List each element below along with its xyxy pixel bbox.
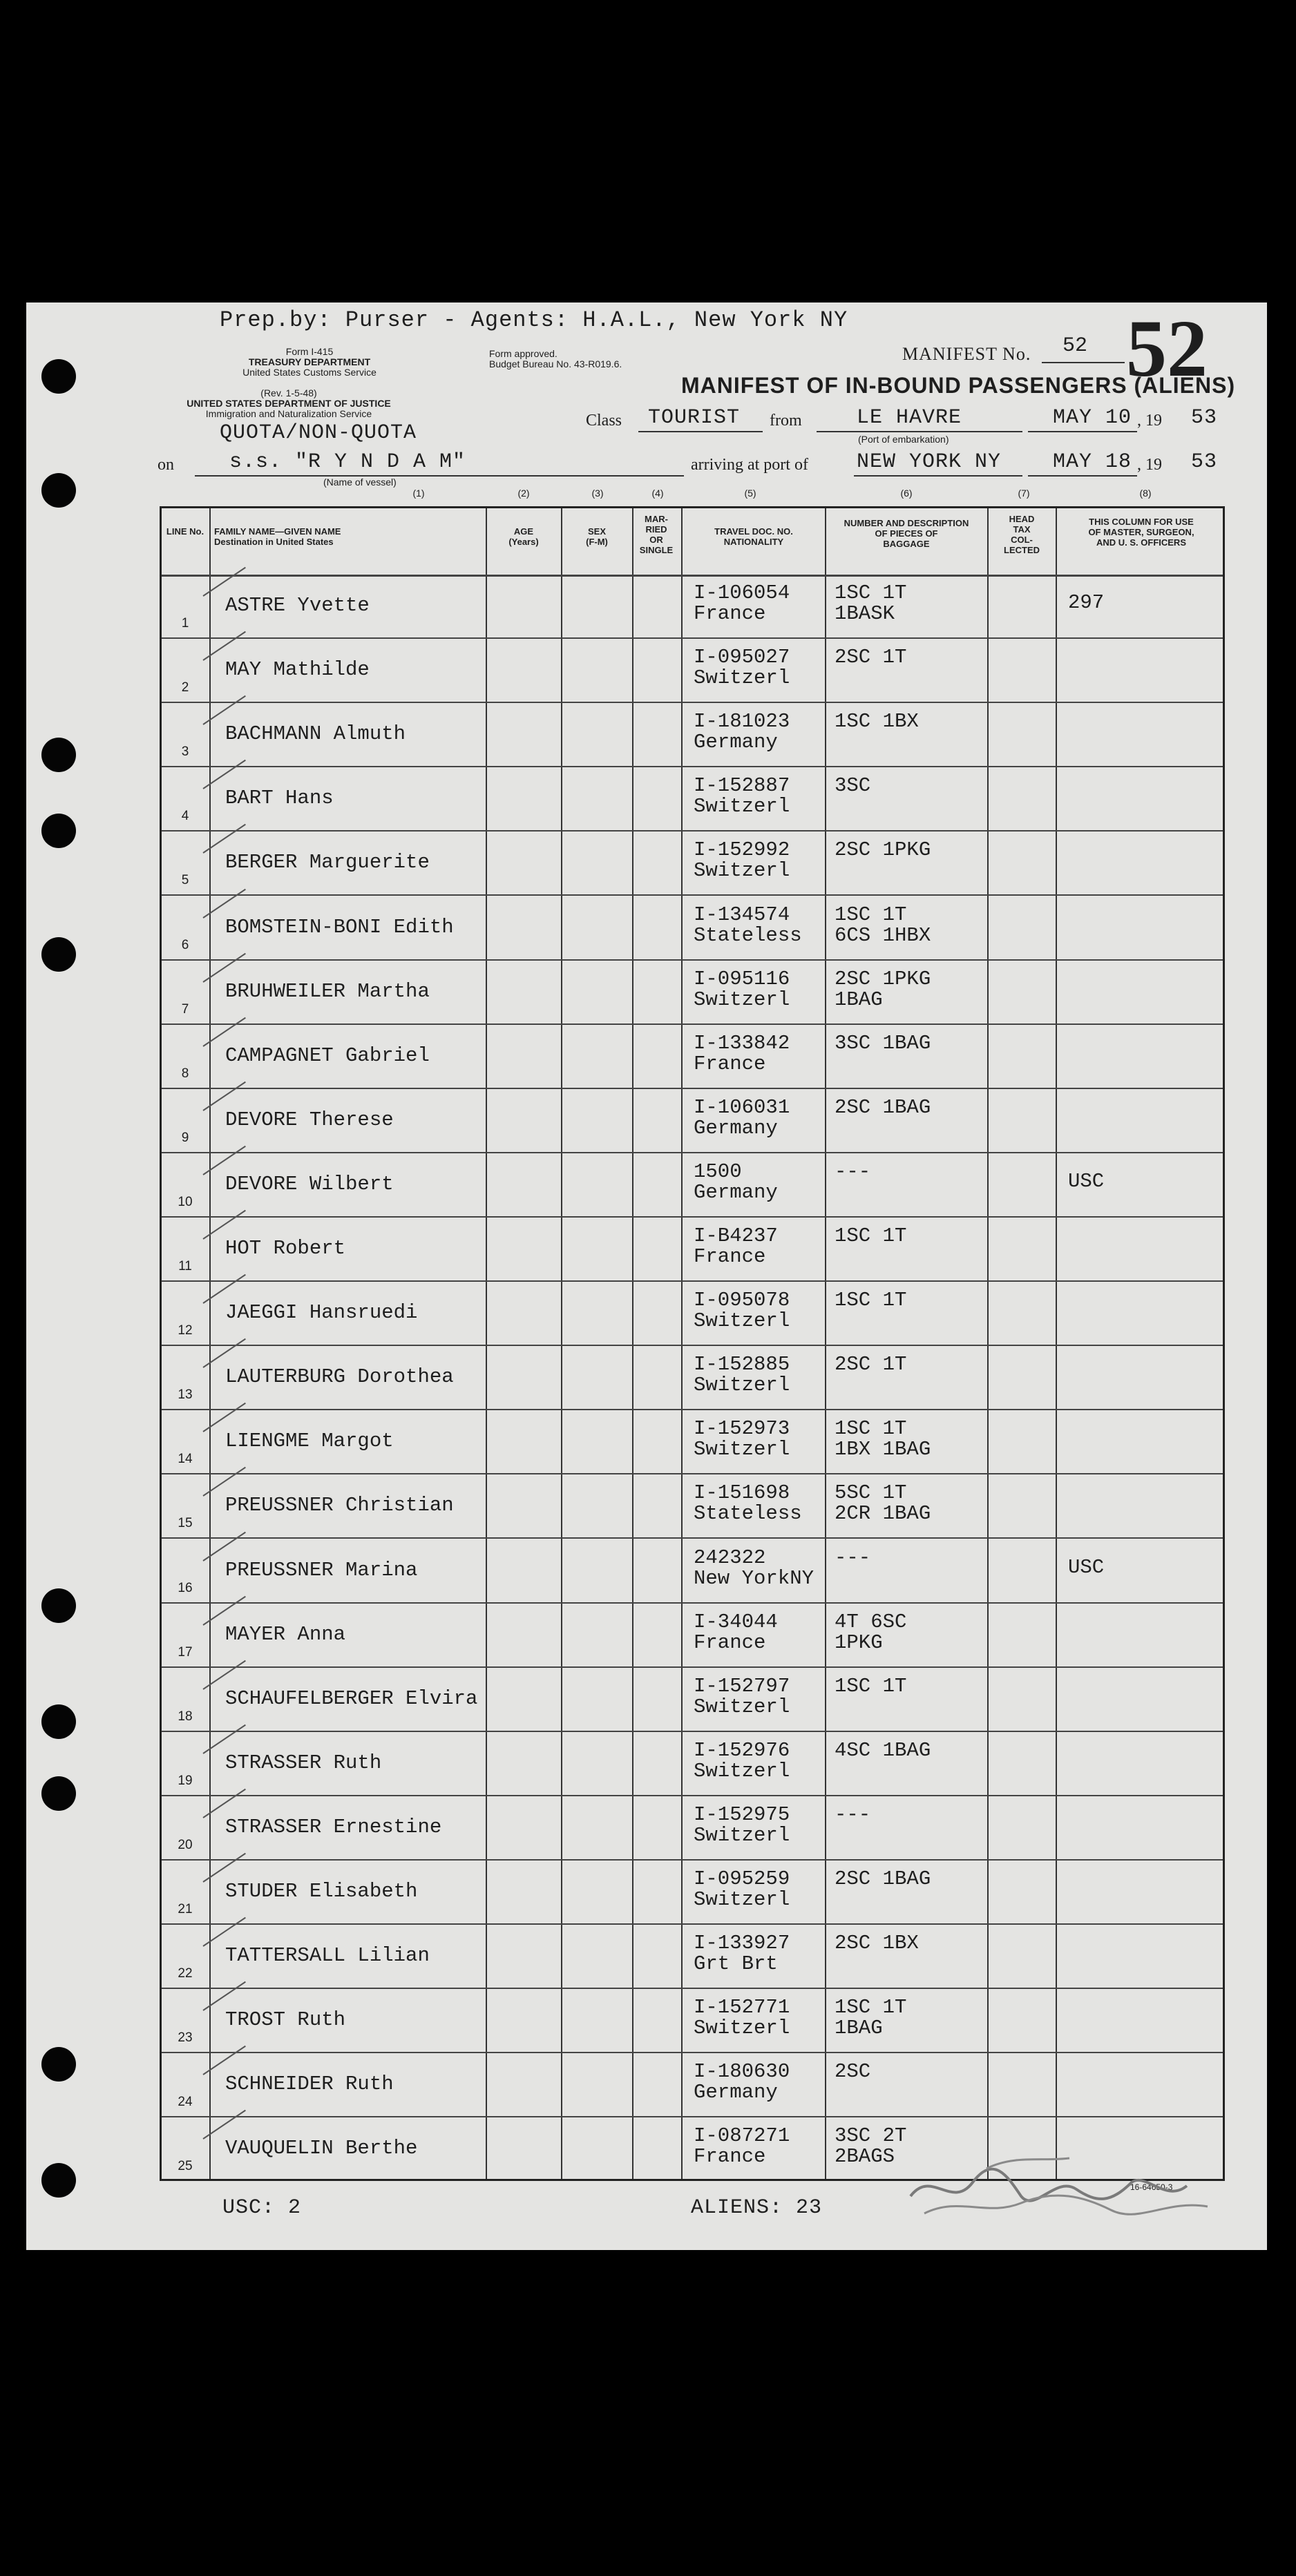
binder-hole	[41, 473, 76, 508]
travel-doc-number: I-106031	[694, 1095, 790, 1119]
usc-count: USC: 2	[222, 2196, 302, 2220]
from-value: LE HAVRE	[857, 406, 962, 430]
passenger-name: TROST Ruth	[225, 2008, 346, 2032]
travel-doc-number: 242322	[694, 1546, 766, 1569]
line-number: 21	[178, 1902, 193, 1916]
passenger-name: SCHAUFELBERGER Elvira	[225, 1686, 478, 1710]
table-row	[162, 1218, 1223, 1282]
header-sex: SEX (F-M)	[586, 526, 608, 547]
table-row	[162, 961, 1223, 1025]
table-row	[162, 1282, 1223, 1346]
nationality: Germany	[694, 731, 778, 754]
passenger-table	[160, 506, 1225, 2181]
nationality: Switzerl	[694, 2017, 790, 2040]
nationality: Germany	[694, 2081, 778, 2104]
travel-doc-number: I-152992	[694, 838, 790, 862]
nationality: Stateless	[694, 1502, 802, 1526]
column-number: (6)	[900, 488, 913, 499]
nationality: Stateless	[694, 923, 802, 947]
table-row	[162, 1089, 1223, 1153]
form-block	[220, 347, 399, 378]
travel-doc-number: I-152771	[694, 1996, 790, 2019]
justice-block	[158, 388, 420, 419]
table-row	[162, 639, 1223, 703]
passenger-name: BOMSTEIN-BONI Edith	[225, 915, 454, 939]
passenger-name: LAUTERBURG Dorothea	[225, 1365, 454, 1389]
page-number: 52	[1126, 303, 1208, 394]
port-embarkation-note: (Port of embarkation)	[858, 434, 949, 445]
table-row	[162, 1925, 1223, 1989]
nationality: Switzerl	[694, 666, 790, 690]
line-number: 24	[178, 2095, 193, 2110]
travel-doc-number: I-106054	[694, 581, 790, 604]
nationality: Switzerl	[694, 1438, 790, 1461]
travel-doc-number: I-180630	[694, 2060, 790, 2084]
column-number: (1)	[412, 488, 425, 499]
line-number: 2	[181, 680, 189, 695]
header-head-tax: HEAD TAX COL- LECTED	[1004, 514, 1040, 555]
baggage-line-1: 1SC 1T	[835, 903, 907, 926]
depart-date: MAY 10	[1053, 406, 1132, 430]
baggage-line-1: 2SC 1BAG	[835, 1095, 931, 1119]
column-number: (2)	[517, 488, 530, 499]
column-number: (5)	[744, 488, 756, 499]
baggage-line-1: ---	[835, 1803, 871, 1826]
treasury-dept: TREASURY DEPARTMENT	[248, 356, 371, 367]
depart-year-prefix: , 19	[1137, 412, 1162, 430]
line-number: 6	[181, 937, 189, 952]
nationality: Germany	[694, 1180, 778, 1204]
line-number: 17	[178, 1644, 193, 1660]
table-row	[162, 832, 1223, 896]
class-value: TOURIST	[648, 406, 741, 430]
line-number: 23	[178, 2030, 193, 2046]
line-number: 1	[181, 616, 189, 631]
passenger-name: LIENGME Margot	[225, 1430, 394, 1453]
passenger-name: STUDER Elisabeth	[225, 1880, 418, 1903]
baggage-line-2: 1BX 1BAG	[835, 1438, 931, 1461]
depart-year: 53	[1191, 406, 1218, 430]
passenger-name: PREUSSNER Christian	[225, 1494, 454, 1517]
nationality: Switzerl	[694, 1759, 790, 1782]
binder-hole	[41, 738, 76, 772]
table-row	[162, 1604, 1223, 1668]
nationality: Switzerl	[694, 1823, 790, 1847]
from-label: from	[770, 412, 802, 430]
binder-hole	[41, 1704, 76, 1739]
table-row	[162, 1861, 1223, 1925]
officer-remark: USC	[1068, 1169, 1105, 1193]
line-number: 25	[178, 2159, 193, 2174]
baggage-line-1: 3SC 2T	[835, 2124, 907, 2148]
passenger-name: BRUHWEILER Martha	[225, 979, 430, 1003]
binder-hole	[41, 1588, 76, 1623]
travel-doc-number: I-152885	[694, 1353, 790, 1376]
column-number: (4)	[651, 488, 664, 499]
line-number: 3	[181, 744, 189, 760]
line-number: 7	[181, 1001, 189, 1017]
travel-doc-number: I-34044	[694, 1610, 778, 1633]
nationality: Switzerl	[694, 1374, 790, 1397]
justice-dept: UNITED STATES DEPARTMENT OF JUSTICE	[187, 398, 391, 409]
nationality: France	[694, 2145, 766, 2169]
header-age: AGE (Years)	[508, 526, 539, 547]
arriving-label: arriving at port of	[691, 456, 808, 474]
nationality: France	[694, 1631, 766, 1654]
budget-bureau: Budget Bureau No. 43-R019.6.	[489, 358, 622, 369]
baggage-line-1: 2SC 1T	[835, 1353, 907, 1376]
nationality: Switzerl	[694, 988, 790, 1011]
baggage-line-1: 5SC 1T	[835, 1481, 907, 1505]
baggage-line-1: 2SC 1BAG	[835, 1867, 931, 1890]
passenger-name: STRASSER Ruth	[225, 1751, 382, 1774]
nationality: Switzerl	[694, 795, 790, 818]
passenger-name: BART Hans	[225, 787, 334, 810]
baggage-line-1: 1SC 1T	[835, 1224, 907, 1247]
manifest-number: 52	[1062, 334, 1088, 358]
baggage-line-1: 1SC 1BX	[835, 710, 919, 733]
travel-doc-number: I-133927	[694, 1932, 790, 1955]
nationality: France	[694, 1245, 766, 1268]
baggage-line-2: 2BAGS	[835, 2145, 895, 2169]
immigration-service: Immigration and Naturalization Service	[205, 408, 372, 419]
line-number: 16	[178, 1580, 193, 1595]
table-row	[162, 1539, 1223, 1604]
table-row	[162, 767, 1223, 832]
baggage-line-1: 1SC 1T	[835, 1417, 907, 1441]
travel-doc-number: I-095027	[694, 646, 790, 669]
header-travel-doc: TRAVEL DOC. NO. NATIONALITY	[714, 526, 793, 547]
officer-remark: USC	[1068, 1555, 1105, 1579]
nationality: Switzerl	[694, 859, 790, 883]
arrival-year: 53	[1191, 450, 1218, 474]
arrival-year-prefix: , 19	[1137, 456, 1162, 474]
passenger-name: HOT Robert	[225, 1237, 346, 1260]
line-number: 18	[178, 1709, 193, 1724]
line-number: 11	[178, 1259, 192, 1273]
baggage-line-1: 2SC 1BX	[835, 1932, 919, 1955]
table-row	[162, 1668, 1223, 1732]
arrival-date: MAY 18	[1053, 450, 1132, 474]
baggage-line-1: 4SC 1BAG	[835, 1738, 931, 1762]
baggage-line-1: 1SC 1T	[835, 1674, 907, 1698]
form-number: Form I-415	[285, 346, 334, 357]
passenger-name: VAUQUELIN Berthe	[225, 2137, 418, 2160]
line-number: 15	[178, 1516, 193, 1531]
travel-doc-number: I-134574	[694, 903, 790, 926]
baggage-line-1: 2SC	[835, 2060, 871, 2084]
class-label: Class	[586, 412, 622, 430]
baggage-line-1: 2SC 1PKG	[835, 838, 931, 862]
passenger-name: JAEGGI Hansruedi	[225, 1301, 418, 1325]
baggage-line-1: 1SC 1T	[835, 1996, 907, 2019]
table-row	[162, 1474, 1223, 1539]
baggage-line-1: ---	[835, 1160, 871, 1183]
travel-doc-number: I-095116	[694, 967, 790, 990]
line-number: 19	[178, 1773, 193, 1788]
binder-hole	[41, 2047, 76, 2082]
baggage-line-1: 1SC 1T	[835, 1289, 907, 1312]
baggage-line-1: 2SC 1PKG	[835, 967, 931, 990]
travel-doc-number: I-151698	[694, 1481, 790, 1505]
baggage-line-2: 1BAG	[835, 988, 883, 1011]
baggage-line-1: 4T 6SC	[835, 1610, 907, 1633]
officer-remark: 297	[1068, 591, 1105, 614]
vessel-note: (Name of vessel)	[323, 477, 397, 488]
manifest-title: MANIFEST OF IN-BOUND PASSENGERS (ALIENS)	[681, 373, 1236, 398]
nationality: New YorkNY	[694, 1566, 814, 1590]
nationality: Switzerl	[694, 1309, 790, 1333]
travel-doc-number: I-095078	[694, 1289, 790, 1312]
line-number: 5	[181, 873, 189, 888]
travel-doc-number: I-152973	[694, 1417, 790, 1441]
customs-service: United States Customs Service	[242, 367, 377, 378]
table-row	[162, 1410, 1223, 1474]
header-name: FAMILY NAME—GIVEN NAME Destination in United States	[214, 526, 341, 547]
passenger-name: PREUSSNER Marina	[225, 1558, 418, 1582]
quota-label: QUOTA/NON-QUOTA	[220, 421, 417, 445]
table-row	[162, 2053, 1223, 2117]
nationality: Germany	[694, 1116, 778, 1140]
baggage-line-2: 1PKG	[835, 1631, 883, 1654]
binder-hole	[41, 2163, 76, 2198]
passenger-name: SCHNEIDER Ruth	[225, 2073, 394, 2096]
nationality: Switzerl	[694, 1695, 790, 1718]
baggage-line-1: 3SC	[835, 774, 871, 798]
travel-doc-number: I-152975	[694, 1803, 790, 1826]
form-approved: Form approved.	[489, 348, 558, 359]
header-line-no: LINE No.	[166, 526, 204, 537]
line-number: 4	[181, 809, 189, 824]
table-row	[162, 1796, 1223, 1861]
header-married: MAR- RIED OR SINGLE	[639, 514, 674, 555]
nationality: France	[694, 1052, 766, 1075]
line-number: 20	[178, 1837, 193, 1852]
column-number: (8)	[1139, 488, 1152, 499]
line-number: 8	[181, 1066, 189, 1081]
baggage-line-1: 1SC 1T	[835, 581, 907, 604]
passenger-name: ASTRE Yvette	[225, 594, 370, 617]
form-number-footer: 16-64650-3	[1130, 2182, 1173, 2192]
baggage-line-2: 2CR 1BAG	[835, 1502, 931, 1526]
table-row	[162, 1732, 1223, 1796]
nationality: France	[694, 602, 766, 625]
column-number: (3)	[591, 488, 604, 499]
travel-doc-number: I-133842	[694, 1031, 790, 1055]
table-row	[162, 575, 1223, 639]
officer-signature	[904, 2148, 1221, 2224]
passenger-name: BACHMANN Almuth	[225, 722, 406, 746]
travel-doc-number: I-152797	[694, 1674, 790, 1698]
line-number: 14	[178, 1452, 193, 1467]
binder-hole	[41, 1776, 76, 1811]
passenger-name: CAMPAGNET Gabriel	[225, 1044, 430, 1067]
travel-doc-number: I-152887	[694, 774, 790, 798]
travel-doc-number: I-181023	[694, 710, 790, 733]
binder-hole	[41, 814, 76, 848]
baggage-line-1: ---	[835, 1546, 871, 1569]
passenger-name: MAY Mathilde	[225, 658, 370, 682]
table-row	[162, 1153, 1223, 1218]
travel-doc-number: I-B4237	[694, 1224, 778, 1247]
travel-doc-number: I-087271	[694, 2124, 790, 2148]
line-number: 9	[181, 1130, 189, 1145]
baggage-line-2: 1BAG	[835, 2017, 883, 2040]
line-number: 10	[178, 1194, 193, 1209]
revision: (Rev. 1-5-48)	[260, 387, 317, 398]
form-approved-block	[489, 349, 655, 369]
nationality: Switzerl	[694, 1888, 790, 1911]
header-officers: THIS COLUMN FOR USE OF MASTER, SURGEON, AND U. S. OFFICERS	[1088, 517, 1194, 548]
nationality: Grt Brt	[694, 1952, 778, 1976]
passenger-name: STRASSER Ernestine	[225, 1815, 442, 1838]
passenger-name: DEVORE Wilbert	[225, 1172, 394, 1195]
passenger-name: MAYER Anna	[225, 1622, 346, 1646]
baggage-line-2: 1BASK	[835, 602, 895, 625]
passenger-name: TATTERSALL Lilian	[225, 1944, 430, 1968]
binder-hole	[41, 359, 76, 394]
header-baggage: NUMBER AND DESCRIPTION OF PIECES OF BAGGAGE	[844, 518, 969, 549]
travel-doc-number: 1500	[694, 1160, 742, 1183]
vessel-name: s.s. "R Y N D A M"	[229, 450, 466, 474]
table-row	[162, 1989, 1223, 2053]
table-row	[162, 1346, 1223, 1410]
table-row	[162, 896, 1223, 961]
table-row	[162, 1025, 1223, 1089]
baggage-line-2: 6CS 1HBX	[835, 923, 931, 947]
arrival-port: NEW YORK NY	[857, 450, 1002, 474]
on-label: on	[158, 456, 174, 474]
binder-hole	[41, 937, 76, 972]
travel-doc-number: I-152976	[694, 1738, 790, 1762]
aliens-count: ALIENS: 23	[691, 2196, 823, 2220]
baggage-line-1: 2SC 1T	[835, 646, 907, 669]
table-row	[162, 703, 1223, 767]
line-number: 22	[178, 1966, 193, 1981]
manifest-number-label: MANIFEST No.	[902, 344, 1031, 364]
line-number: 12	[178, 1323, 193, 1338]
travel-doc-number: I-095259	[694, 1867, 790, 1890]
passenger-name: BERGER Marguerite	[225, 851, 430, 874]
column-number: (7)	[1018, 488, 1030, 499]
prepared-by-line: Prep.by: Purser - Agents: H.A.L., New York NY	[220, 307, 848, 333]
line-number: 13	[178, 1387, 193, 1403]
passenger-name: DEVORE Therese	[225, 1108, 394, 1131]
baggage-line-1: 3SC 1BAG	[835, 1031, 931, 1055]
